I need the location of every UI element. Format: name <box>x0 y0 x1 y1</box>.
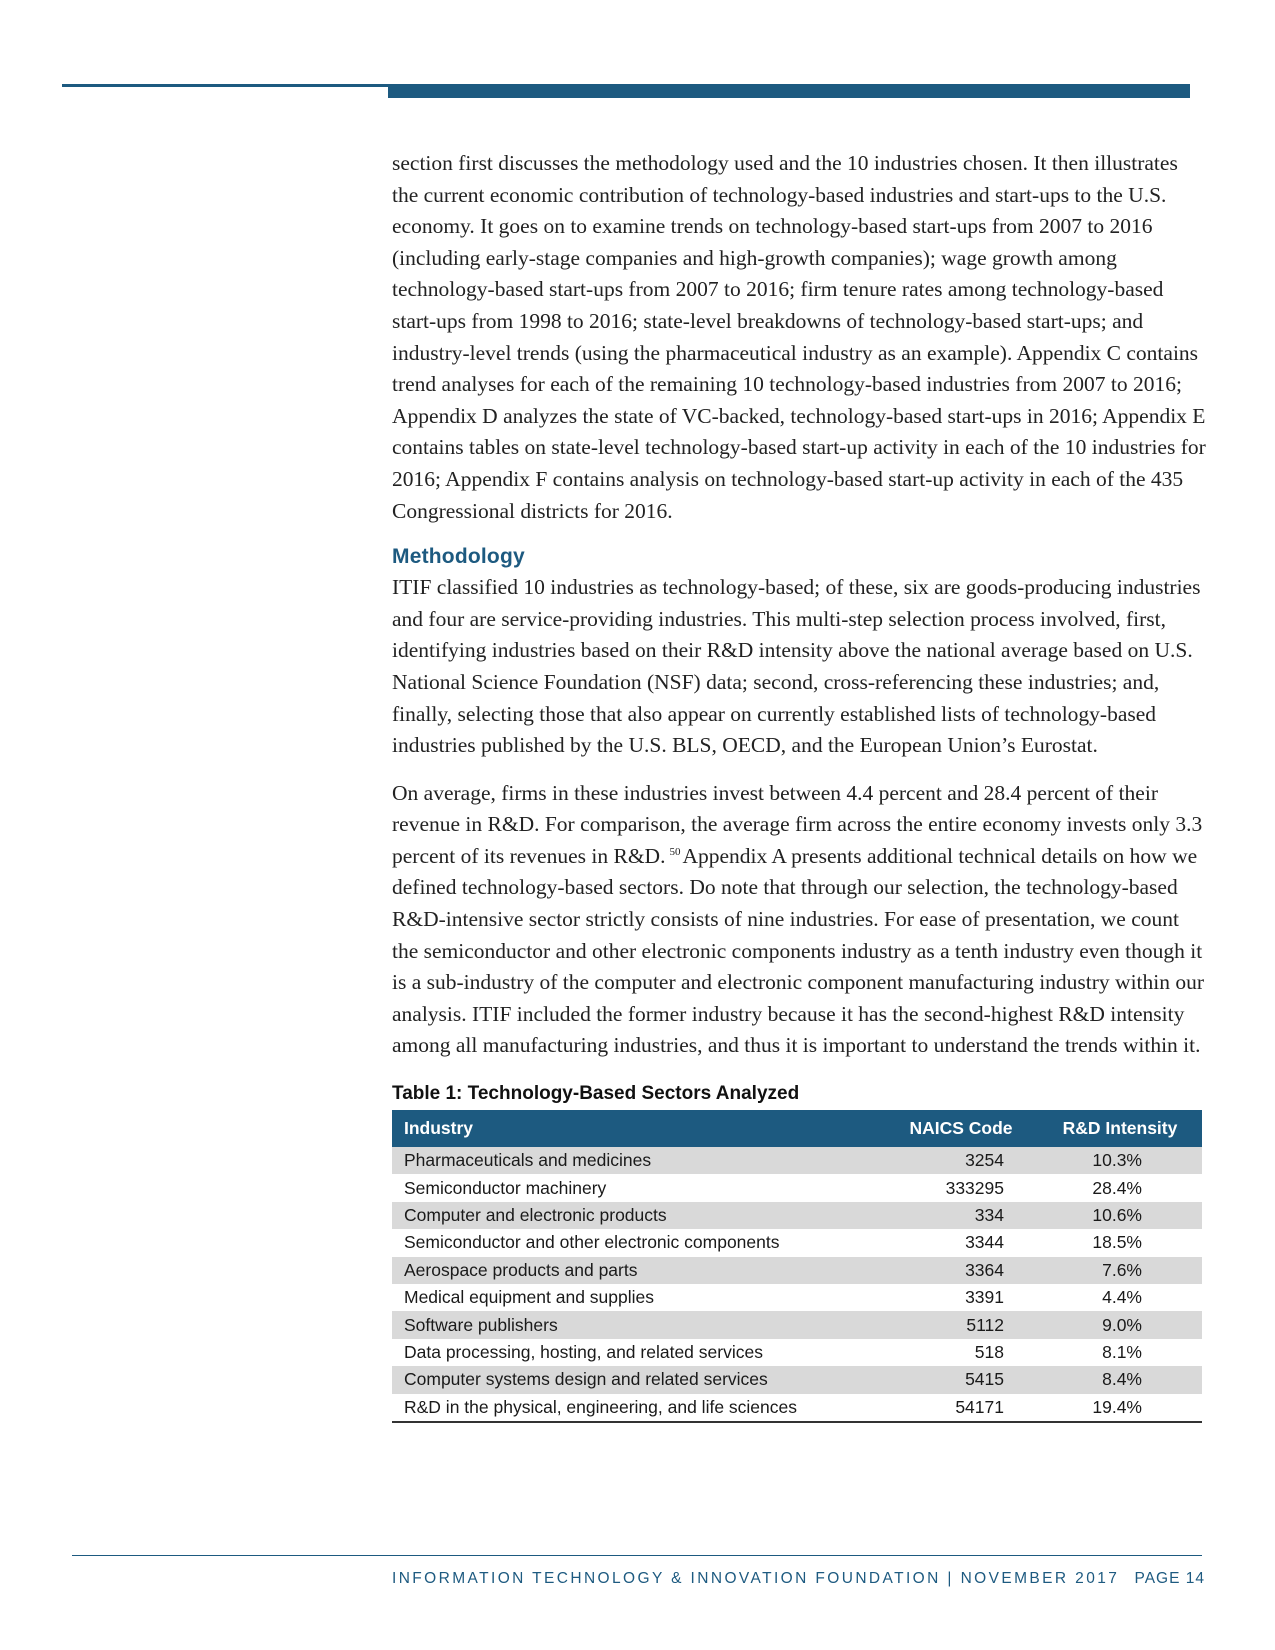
table-row <box>392 1284 1202 1311</box>
naics-code-cell: 5112 <box>884 1311 1038 1338</box>
table-body <box>392 1147 1202 1422</box>
footnote-marker[interactable]: 50 <box>669 845 681 858</box>
footer-rule <box>72 1555 1202 1556</box>
methodology-heading: Methodology <box>392 545 525 569</box>
methodology-paragraph-2 <box>392 778 1207 1062</box>
rd-intensity-cell: 7.6% <box>1038 1257 1202 1284</box>
table-row <box>392 1174 1202 1201</box>
methodology-paragraph-1: ITIF classified 10 industries as technology-based; of these, six are goods-producing industries and four are service-providing industries. This multi-step selection process involved, first, identifying industries based on their R&D intensity above the national average based on U.S. National Science Foundation (NSF) data; second, cross-referencing these industries; and, finally, selecting those that also appear on currently established lists of technology-based industries published by the U.S. BLS, OECD, and the European Union’s Eurostat. <box>392 575 1201 758</box>
naics-code-cell: 333295 <box>884 1174 1038 1201</box>
naics-code-cell: 3364 <box>884 1257 1038 1284</box>
table-row <box>392 1257 1202 1284</box>
header-rule-thick <box>388 84 1190 98</box>
rd-intensity-cell: 28.4% <box>1038 1174 1202 1201</box>
rd-intensity-cell: 10.3% <box>1038 1147 1202 1174</box>
rd-intensity-cell: 8.1% <box>1038 1339 1202 1366</box>
industry-cell: Data processing, hosting, and related services <box>392 1339 884 1366</box>
table-caption: Table 1: Technology-Based Sectors Analyzed <box>392 1083 800 1105</box>
industry-cell: Computer and electronic products <box>392 1202 884 1229</box>
industry-cell: Medical equipment and supplies <box>392 1284 884 1311</box>
rd-intensity-cell: 8.4% <box>1038 1366 1202 1393</box>
naics-code-cell: 3344 <box>884 1229 1038 1256</box>
naics-code-cell: 518 <box>884 1339 1038 1366</box>
rd-intensity-cell: 19.4% <box>1038 1394 1202 1422</box>
naics-code-cell: 54171 <box>884 1394 1038 1422</box>
sectors-table <box>392 1110 1202 1423</box>
table-row <box>392 1311 1202 1338</box>
industry-cell: Pharmaceuticals and medicines <box>392 1147 884 1174</box>
industry-cell: Semiconductor and other electronic components <box>392 1229 884 1256</box>
naics-code-cell: 3391 <box>884 1284 1038 1311</box>
naics-code-cell: 3254 <box>884 1147 1038 1174</box>
table-header-row <box>392 1110 1202 1147</box>
rd-intensity-cell: 4.4% <box>1038 1284 1202 1311</box>
methodology-paragraph-2-part-1: On average, firms in these industries invest between 4.4 percent and 28.4 percent of their revenue in R&D. For comparison, the average firm across the entire economy invests only 3.3 percent of its revenues in R&D. <box>392 780 1203 868</box>
table-row <box>392 1394 1202 1422</box>
table-row <box>392 1366 1202 1393</box>
industry-cell: Semiconductor machinery <box>392 1174 884 1201</box>
industry-cell: R&D in the physical, engineering, and life sciences <box>392 1394 884 1422</box>
rd-intensity-cell: 10.6% <box>1038 1202 1202 1229</box>
header-rd-intensity: R&D Intensity <box>1038 1110 1202 1147</box>
industry-cell: Computer systems design and related services <box>392 1366 884 1393</box>
table-row <box>392 1339 1202 1366</box>
industry-cell: Aerospace products and parts <box>392 1257 884 1284</box>
naics-code-cell: 5415 <box>884 1366 1038 1393</box>
industry-cell: Software publishers <box>392 1311 884 1338</box>
intro-paragraph: section first discusses the methodology used and the 10 industries chosen. It then illustrates the current economic contribution of technology-based industries and start-ups to the U.S. economy. It goes on to examine trends on technology-based start-ups from 2007 to 2016 (including early-stage companies and high-growth companies); wage growth among technology-based start-ups from 2007 to 2016; firm tenure rates among technology-based start-ups from 1998 to 2016; state-level breakdowns of technology-based start-ups; and industry-level trends (using the pharmaceutical industry as an example). Appendix C contains trend analyses for each of the remaining 10 technology-based industries from 2007 to 2016; Appendix D analyzes the state of VC-backed, technology-based start-ups in 2016; Appendix E contains tables on state-level technology-based start-up activity in each of the 10 industries for 2016; Appendix F contains analysis on technology-based start-up activity in each of the 435 Congressional districts for 2016. <box>392 151 1206 523</box>
rd-intensity-cell: 9.0% <box>1038 1311 1202 1338</box>
header-rule-thin <box>62 84 388 87</box>
methodology-paragraph-2-part-2: Appendix A presents additional technical details on how we defined technology-based sectors. Do note that through our selection, the technology-based R&D-intensive sector strictly consists of nine industries. For ease of presentation, we count the semiconductor and other electronic components industry as a tenth industry even though it is a sub-industry of the computer and electronic component manufacturing industry within our analysis. ITIF included the former industry because it has the second-highest R&D intensity among all manufacturing industries, and thus it is important to understand the trends within it. <box>392 843 1205 1058</box>
naics-code-cell: 334 <box>884 1202 1038 1229</box>
header-industry: Industry <box>392 1110 884 1147</box>
header-naics-code: NAICS Code <box>884 1110 1038 1147</box>
page-number: PAGE 14 <box>1134 1570 1205 1587</box>
table-row <box>392 1202 1202 1229</box>
footer-organization: INFORMATION TECHNOLOGY & INNOVATION FOUNDATION | NOVEMBER 2017 <box>392 1570 1120 1587</box>
table-row <box>392 1147 1202 1174</box>
main-content <box>392 148 1207 1423</box>
rd-intensity-cell: 18.5% <box>1038 1229 1202 1256</box>
table-row <box>392 1229 1202 1256</box>
